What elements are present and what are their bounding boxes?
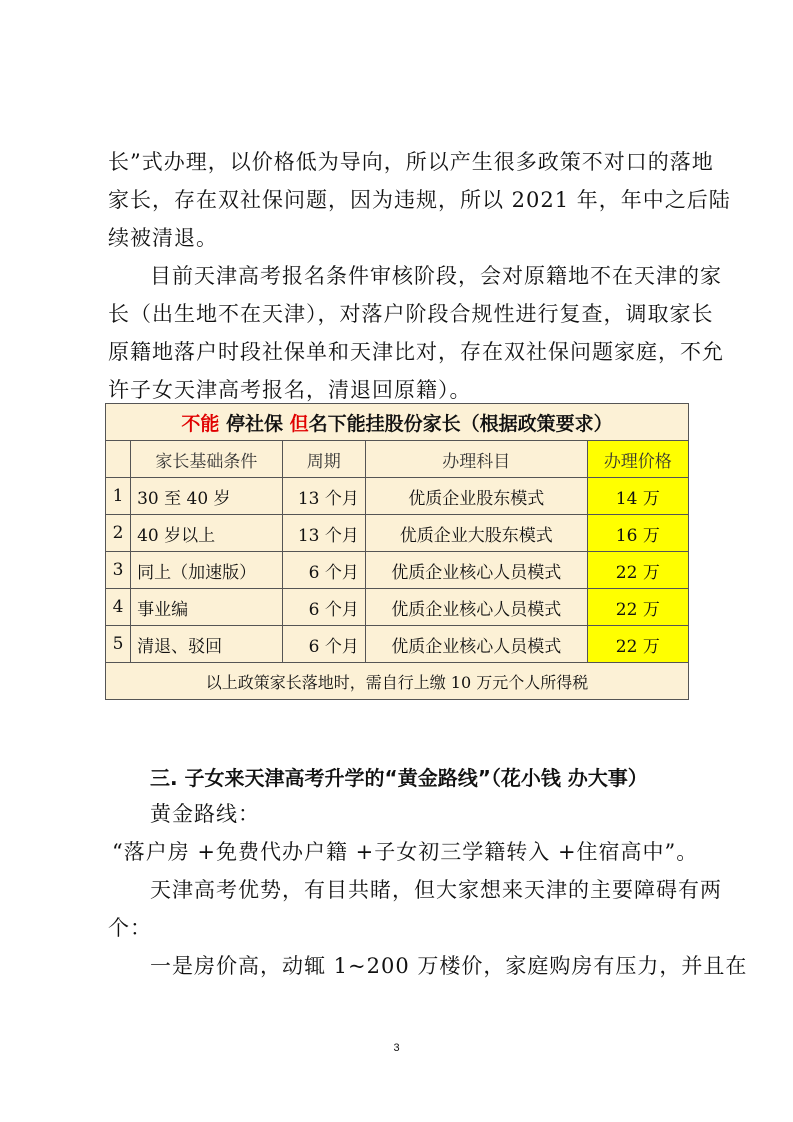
paragraph-label (108, 795, 692, 833)
text-line: “落户房 +免费代办户籍 +子女初三学籍转入 +住宿高中”。 (112, 840, 699, 864)
table-row (106, 626, 689, 663)
row-subject: 优质企业核心人员模式 (365, 589, 587, 626)
table-row (106, 552, 689, 589)
title-highlight-cannot: 不能 (181, 412, 220, 435)
row-index: 4 (106, 589, 131, 626)
row-subject: 优质企业股东模式 (365, 478, 587, 515)
row-condition: 同上（加速版） (131, 552, 283, 589)
row-index: 2 (106, 515, 131, 552)
header-subject: 办理科目 (365, 441, 587, 478)
table-header-row (106, 441, 689, 478)
title-highlight-but: 但 (289, 412, 309, 435)
text-line: 目前天津高考报名条件审核阶段，会对原籍地不在天津的家 (150, 264, 722, 288)
table-row (106, 589, 689, 626)
policy-table (105, 403, 689, 700)
paragraph-2 (108, 257, 724, 409)
table-title (106, 404, 689, 441)
row-period: 6 个月 (282, 552, 365, 589)
header-price: 办理价格 (587, 441, 688, 478)
table-row (106, 478, 689, 515)
paragraph-route (112, 833, 699, 871)
text-line: 一是房价高，动辄 1~200 万楼价，家庭购房有压力，并且在 (150, 954, 748, 978)
paragraph-3 (108, 871, 722, 947)
row-subject: 优质企业大股东模式 (365, 515, 587, 552)
row-subject: 优质企业核心人员模式 (365, 626, 587, 663)
row-condition: 40 岁以上 (131, 515, 283, 552)
text-line: 个： (108, 916, 152, 940)
header-condition: 家长基础条件 (131, 441, 283, 478)
title-text-rest: 名下能挂股份家长（根据政策要求） (308, 412, 613, 435)
row-condition: 清退、驳回 (131, 626, 283, 663)
text-line: 续被清退。 (108, 226, 218, 250)
table-title-row (106, 404, 689, 441)
text-line: 天津高考优势，有目共睹，但大家想来天津的主要障碍有两 (150, 878, 722, 902)
table-row (106, 515, 689, 552)
header-index (106, 441, 131, 478)
text-line: 原籍地落户时段社保单和天津比对，存在双社保问题家庭，不允 (108, 340, 724, 364)
row-index: 5 (106, 626, 131, 663)
table-footer-note: 以上政策家长落地时，需自行上缴 10 万元个人所得税 (106, 663, 689, 700)
row-index: 1 (106, 478, 131, 515)
title-text: 停社保 (219, 412, 290, 435)
row-index: 3 (106, 552, 131, 589)
row-period: 6 个月 (282, 626, 365, 663)
text-line: 黄金路线： (150, 802, 260, 826)
table-footer-row (106, 663, 689, 700)
text-line: 长”式办理，以价格低为导向，所以产生很多政策不对口的落地 (108, 150, 714, 174)
section-heading: 三. 子女来天津高考升学的“黄金路线”（花小钱 办大事） (150, 766, 648, 790)
row-price: 16 万 (587, 515, 688, 552)
row-price: 22 万 (587, 552, 688, 589)
header-period: 周期 (282, 441, 365, 478)
paragraph-1 (108, 143, 731, 257)
text-line: 长（出生地不在天津），对落户阶段合规性进行复查，调取家长 (108, 302, 714, 326)
row-period: 6 个月 (282, 589, 365, 626)
row-period: 13 个月 (282, 478, 365, 515)
row-price: 14 万 (587, 478, 688, 515)
text-line: 许子女天津高考报名，清退回原籍）。 (108, 378, 472, 402)
row-price: 22 万 (587, 589, 688, 626)
row-subject: 优质企业核心人员模式 (365, 552, 587, 589)
text-line: 家长，存在双社保问题，因为违规，所以 2021 年，年中之后陆 (108, 188, 731, 212)
row-condition: 30 至 40 岁 (131, 478, 283, 515)
row-condition: 事业编 (131, 589, 283, 626)
row-period: 13 个月 (282, 515, 365, 552)
paragraph-4 (108, 947, 748, 985)
page-number: 3 (393, 1042, 400, 1054)
row-price: 22 万 (587, 626, 688, 663)
